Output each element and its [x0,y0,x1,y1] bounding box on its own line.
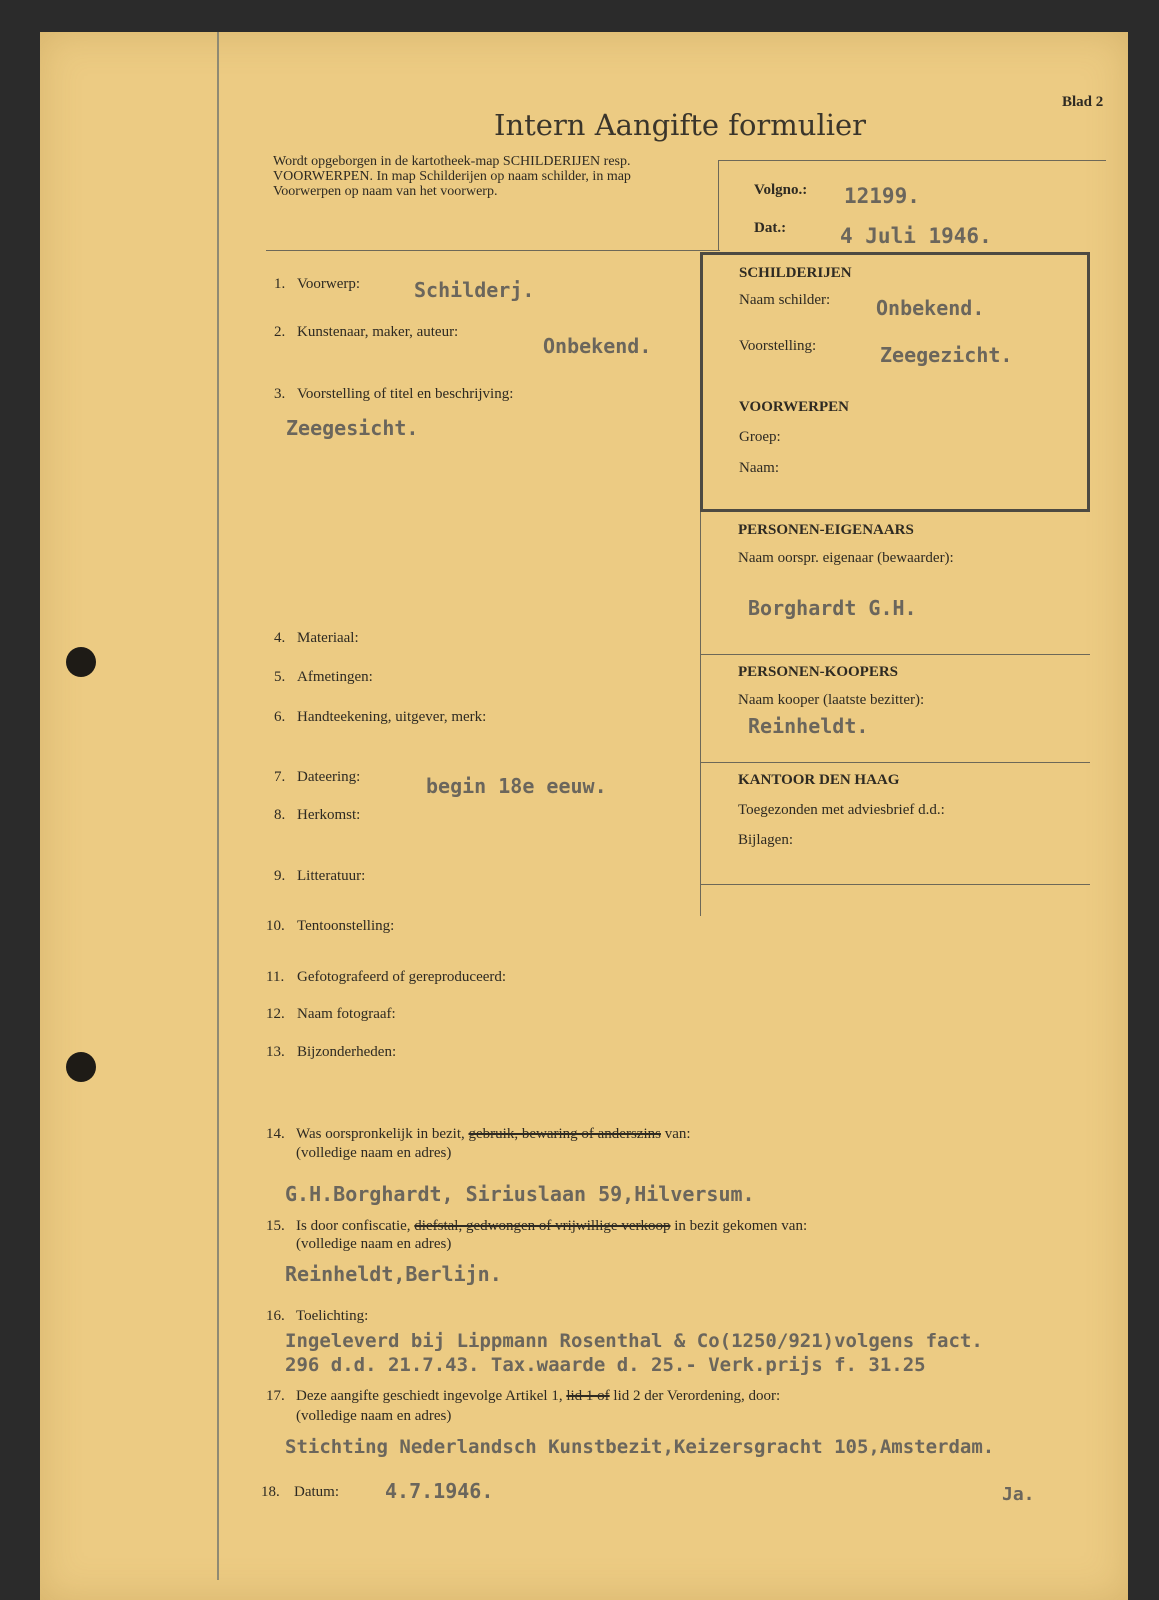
verordening-label-end: lid 2 der Verordening, door: [613,1388,781,1404]
datum-label: Datum: [294,1484,339,1500]
voorstelling-label: Voorstelling of titel en beschrijving: [297,386,514,402]
divider [700,884,1090,885]
punch-hole [66,1052,96,1082]
dat-value: 4 Juli 1946. [840,224,992,248]
dateering-label: Dateering: [297,769,361,785]
divider [700,654,1090,655]
voorwerp-value: Schilderj. [414,278,535,302]
dateering-value: begin 18e eeuw. [426,774,607,798]
groep-label: Groep: [739,429,781,445]
item-number: 6. [274,709,286,725]
voorwerpen-heading: VOORWERPEN [739,399,850,415]
eigenaar-value: Borghardt G.H. [748,596,917,620]
bezit-label-end: van: [664,1126,691,1142]
item-number: 18. [261,1484,280,1500]
bezit-label-struck: gebruik, bewaring of anderszins [468,1126,661,1142]
divider [718,160,1106,161]
item-number: 16. [266,1308,285,1324]
toegezonden-label: Toegezonden met adviesbrief d.d.: [738,802,945,818]
item-number: 15. [266,1218,285,1234]
item-number: 10. [266,918,285,934]
schilderijen-heading: SCHILDERIJEN [739,265,852,281]
afmetingen-label: Afmetingen: [297,669,373,685]
divider [700,762,1090,763]
form-title: Intern Aangifte formulier [494,108,867,142]
kunstenaar-label: Kunstenaar, maker, auteur: [297,324,459,340]
original-owner-value: G.H.Borghardt, Siriuslaan 59,Hilversum. [285,1182,755,1206]
bezit-label-start: Was oorspronkelijk in bezit, [296,1126,465,1142]
item-number: 3. [274,386,286,402]
verordening-label [296,1388,780,1405]
divider [266,250,720,251]
confiscatie-label-struck: diefstal, gedwongen of vrijwillige verkoop [414,1218,671,1234]
gefotografeerd-label: Gefotografeerd of gereproduceerd: [297,969,507,985]
herkomst-label: Herkomst: [297,807,361,823]
address-hint: (volledige naam en adres) [296,1145,452,1161]
toelichting-line-1: Ingeleverd bij Lippmann Rosenthal & Co(1250/921)volgens fact. [285,1330,983,1352]
item-number: 1. [274,276,286,292]
kooper-value: Reinheldt. [748,714,869,738]
confiscated-from-value: Reinheldt,Berlijn. [285,1262,502,1286]
item-number: 14. [266,1126,285,1142]
page-number: Blad 2 [1062,94,1104,110]
datum-value: 4.7.1946. [385,1479,494,1503]
volgno-value: 12199. [844,184,920,208]
verordening-label-start: Deze aangifte geschiedt ingevolge Artikel 1, [296,1388,563,1404]
tentoonstelling-label: Tentoonstelling: [297,918,395,934]
bijzonderheden-label: Bijzonderheden: [297,1044,397,1060]
item-number: 5. [274,669,286,685]
kooper-label: Naam kooper (laatste bezitter): [738,692,925,708]
eigenaar-label: Naam oorspr. eigenaar (bewaarder): [738,550,954,566]
toelichting-label: Toelichting: [296,1308,369,1324]
item-number: 8. [274,807,286,823]
initials: Ja. [1002,1484,1035,1505]
naam-schilder-value: Onbekend. [876,296,985,320]
punch-hole [66,647,96,677]
confiscatie-label [296,1218,807,1235]
bijlagen-label: Bijlagen: [738,832,793,848]
voorwerp-label: Voorwerp: [297,276,361,292]
item-number: 17. [266,1388,285,1404]
dat-label: Dat.: [754,220,787,236]
voorstelling-side-label: Voorstelling: [739,338,817,354]
item-number: 2. [274,324,286,340]
kunstenaar-value: Onbekend. [543,334,652,358]
volgno-label: Volgno.: [754,182,808,198]
litteratuur-label: Litteratuur: [297,868,366,884]
naam-label: Naam: [739,460,779,476]
naam-fotograaf-label: Naam fotograaf: [297,1006,396,1022]
divider [718,160,719,250]
toelichting-line-2: 296 d.d. 21.7.43. Tax.waarde d. 25.- Verk.prijs f. 31.25 [285,1354,926,1376]
item-number: 7. [274,769,286,785]
divider [700,512,701,916]
form-sheet [40,32,1128,1600]
item-number: 9. [274,868,286,884]
item-number: 13. [266,1044,285,1060]
eigenaars-heading: PERSONEN-EIGENAARS [738,522,914,538]
voorstelling-side-value: Zeegezicht. [880,343,1013,367]
item-number: 4. [274,630,286,646]
confiscatie-label-end: in bezit gekomen van: [674,1218,808,1234]
verordening-label-struck: lid 1 of [566,1388,610,1404]
voorstelling-value: Zeegesicht. [286,416,419,440]
handteekening-label: Handteekening, uitgever, merk: [297,709,487,725]
margin-line [217,32,219,1580]
item-number: 11. [266,969,285,985]
address-hint: (volledige naam en adres) [296,1236,452,1252]
filing-instructions: Wordt opgeborgen in de kartotheek-map SCHILDERIJEN resp. VOORWERPEN. In map Schilderijen op naam schilder, in map Voorwerpen op naam van het voorwerp. [273,154,631,199]
confiscatie-label-start: Is door confiscatie, [296,1218,411,1234]
kantoor-heading: KANTOOR DEN HAAG [738,772,900,788]
materiaal-label: Materiaal: [297,630,359,646]
declarant-value: Stichting Nederlandsch Kunstbezit,Keizersgracht 105,Amsterdam. [285,1436,995,1458]
koopers-heading: PERSONEN-KOOPERS [738,664,899,680]
naam-schilder-label: Naam schilder: [739,292,831,308]
bezit-label [296,1126,691,1143]
address-hint: (volledige naam en adres) [296,1408,452,1424]
item-number: 12. [266,1006,285,1022]
